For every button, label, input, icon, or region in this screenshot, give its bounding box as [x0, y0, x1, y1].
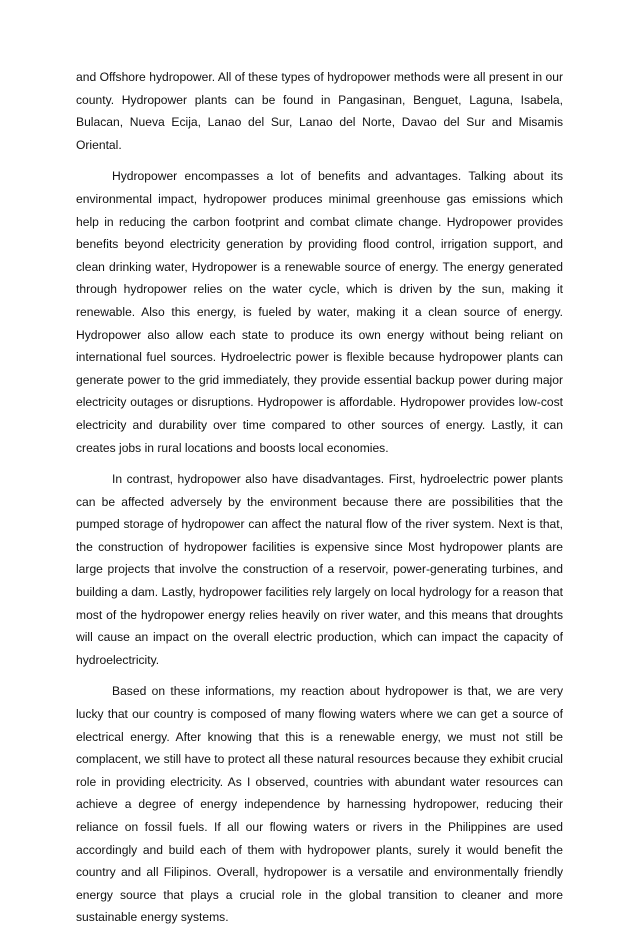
paragraph-continuation: and Offshore hydropower. All of these types of hydropower methods were all present in our county. Hydropower plants can be found in Pangasinan, Benguet, Laguna, Isabela, Bulacan, Nueva Ecija, Lanao del Sur, Lanao del Norte, Davao del Sur and Misamis Oriental. [76, 70, 563, 152]
paragraph-disadvantages: In contrast, hydropower also have disadvantages. First, hydroelectric power plants can be affected adversely by the environment because there are possibilities that the pumped storage of hydropower can affect the natural flow of the river system. Next is that, the construction of hydropower facilities is expensive since Most hydropower plants are large projects that involve the construction of a reservoir, power-generating turbines, and building a dam. Lastly, hydropower facilities rely largely on local hydrology for a reason that most of the hydropower energy relies heavily on river water, and this means that droughts will cause an impact on the overall electric production, which can impact the capacity of hydroelectricity. [76, 472, 563, 667]
paragraph-reaction: Based on these informations, my reaction about hydropower is that, we are very lucky that our country is composed of many flowing waters where we can get a source of electrical energy. After knowing that this is a renewable energy, we must not still be complacent, we still have to protect all these natural resources because they exhibit crucial role in providing electricity. As I observed, countries with abundant water resources can achieve a degree of energy independence by harnessing hydropower, reducing their reliance on fossil fuels. If all our flowing waters or rivers in the Philippines are used accordingly and build each of them with hydropower plants, surely it would benefit the country and all Filipinos. Overall, hydropower is a versatile and environmentally friendly energy source that plays a crucial role in the global transition to cleaner and more sustainable energy systems. [76, 684, 563, 925]
document-body [76, 66, 563, 929]
paragraph-advantages: Hydropower encompasses a lot of benefits and advantages. Talking about its environmental impact, hydropower produces minimal greenhouse gas emissions which help in reducing the carbon footprint and combat climate change. Hydropower provides benefits beyond electricity generation by providing flood control, irrigation support, and clean drinking water, Hydropower is a renewable source of energy. The energy generated through hydropower relies on the water cycle, which is driven by the sun, making it renewable. Also this energy, is fueled by water, making it a clean source of energy. Hydropower also allow each state to produce its own energy without being reliant on international fuel sources. Hydroelectric power is flexible because hydropower plants can generate power to the grid immediately, they provide essential backup power during major electricity outages or disruptions. Hydropower is affordable. Hydropower provides low-cost electricity and durability over time compared to other sources of energy. Lastly, it can creates jobs in rural locations and boosts local economies. [76, 169, 563, 455]
